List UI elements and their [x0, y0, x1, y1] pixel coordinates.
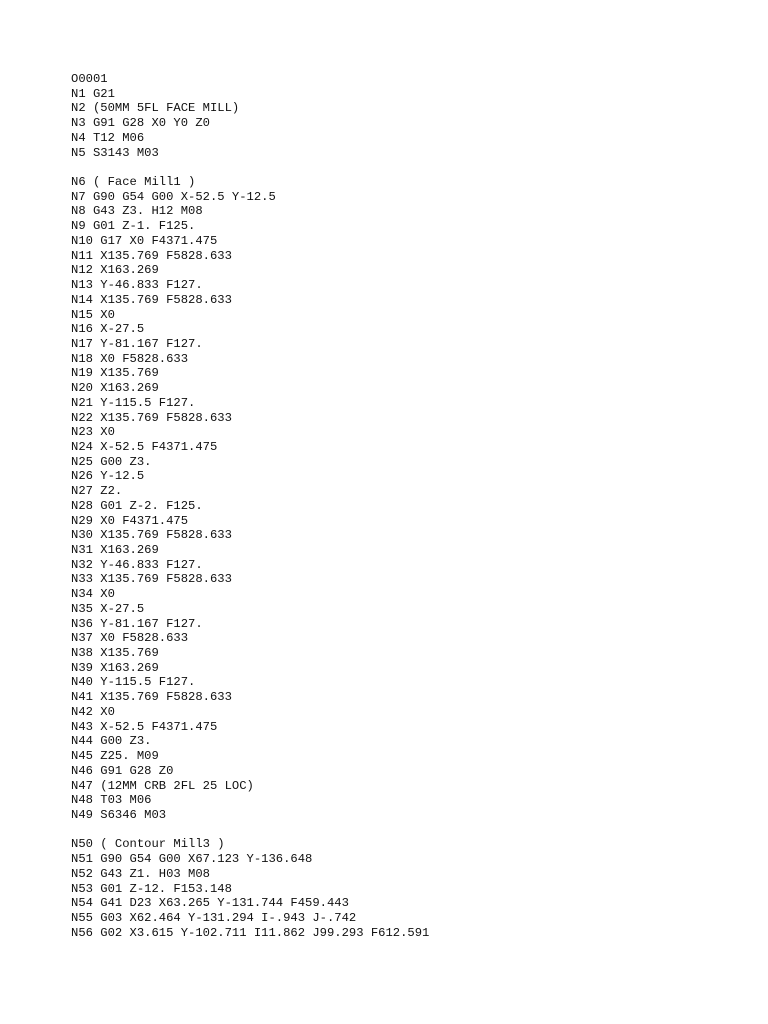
code-line: N30 X135.769 F5828.633	[71, 528, 232, 543]
code-line: N25 G00 Z3.	[71, 454, 152, 469]
code-line: N3 G91 G28 X0 Y0 Z0	[71, 116, 210, 131]
code-line: N18 X0 F5828.633	[71, 351, 189, 366]
code-line: N50 ( Contour Mill3 )	[71, 837, 225, 852]
code-line: N11 X135.769 F5828.633	[71, 248, 232, 263]
code-line: N35 X-27.5	[71, 601, 145, 616]
code-line: N4 T12 M06	[71, 130, 145, 145]
code-line: N47 (12MM CRB 2FL 25 LOC)	[71, 778, 254, 793]
code-line: N42 X0	[71, 704, 115, 719]
code-line: N7 G90 G54 G00 X-52.5 Y-12.5	[71, 189, 276, 204]
code-line: N15 X0	[71, 307, 115, 322]
code-line: N38 X135.769	[71, 646, 159, 661]
code-line: N51 G90 G54 G00 X67.123 Y-136.648	[71, 852, 313, 867]
code-line: N32 Y-46.833 F127.	[71, 557, 203, 572]
code-line: N44 G00 Z3.	[71, 734, 152, 749]
code-line: N24 X-52.5 F4371.475	[71, 439, 218, 454]
code-line: N1 G21	[71, 86, 115, 101]
code-line: N8 G43 Z3. H12 M08	[71, 204, 203, 219]
code-line: N9 G01 Z-1. F125.	[71, 219, 196, 234]
code-line: N19 X135.769	[71, 366, 159, 381]
code-line: N48 T03 M06	[71, 793, 152, 808]
code-line: O0001	[71, 72, 108, 86]
code-line: N55 G03 X62.464 Y-131.294 I-.943 J-.742	[71, 910, 357, 925]
code-line: N28 G01 Z-2. F125.	[71, 498, 203, 513]
code-line: N45 Z25. M09	[71, 749, 159, 764]
code-line: N52 G43 Z1. H03 M08	[71, 866, 210, 881]
code-line: N54 G41 D23 X63.265 Y-131.744 F459.443	[71, 896, 349, 911]
code-line: N14 X135.769 F5828.633	[71, 292, 232, 307]
code-line: N34 X0	[71, 587, 115, 602]
code-line: N56 G02 X3.615 Y-102.711 I11.862 J99.293 F612.591	[71, 925, 430, 940]
code-line: N39 X163.269	[71, 660, 159, 675]
code-line: N2 (50MM 5FL FACE MILL)	[71, 101, 240, 116]
code-line: N6 ( Face Mill1 )	[71, 175, 196, 190]
code-line: N53 G01 Z-12. F153.148	[71, 881, 232, 896]
code-line: N5 S3143 M03	[71, 145, 159, 160]
code-line: N23 X0	[71, 425, 115, 440]
code-line: N10 G17 X0 F4371.475	[71, 233, 218, 248]
code-line: N27 Z2.	[71, 484, 123, 499]
code-line: N26 Y-12.5	[71, 469, 145, 484]
code-line: N22 X135.769 F5828.633	[71, 410, 232, 425]
blank-line	[71, 823, 429, 838]
code-line: N49 S6346 M03	[71, 807, 167, 822]
code-line: N20 X163.269	[71, 381, 159, 396]
code-line: N21 Y-115.5 F127.	[71, 395, 196, 410]
code-line: N12 X163.269	[71, 263, 159, 278]
code-line: N40 Y-115.5 F127.	[71, 675, 196, 690]
code-line: N29 X0 F4371.475	[71, 513, 189, 528]
code-line: N31 X163.269	[71, 543, 159, 557]
code-line: N43 X-52.5 F4371.475	[71, 719, 218, 734]
blank-line	[71, 160, 429, 175]
code-line: N13 Y-46.833 F127.	[71, 278, 203, 293]
code-line: N33 X135.769 F5828.633	[71, 572, 232, 587]
code-line: N36 Y-81.167 F127.	[71, 616, 203, 631]
code-line: N16 X-27.5	[71, 322, 145, 337]
code-line: N17 Y-81.167 F127.	[71, 336, 203, 351]
code-line: N37 X0 F5828.633	[71, 631, 189, 646]
gcode-program	[71, 72, 429, 940]
code-line: N46 G91 G28 Z0	[71, 763, 174, 778]
code-line: N41 X135.769 F5828.633	[71, 690, 232, 705]
